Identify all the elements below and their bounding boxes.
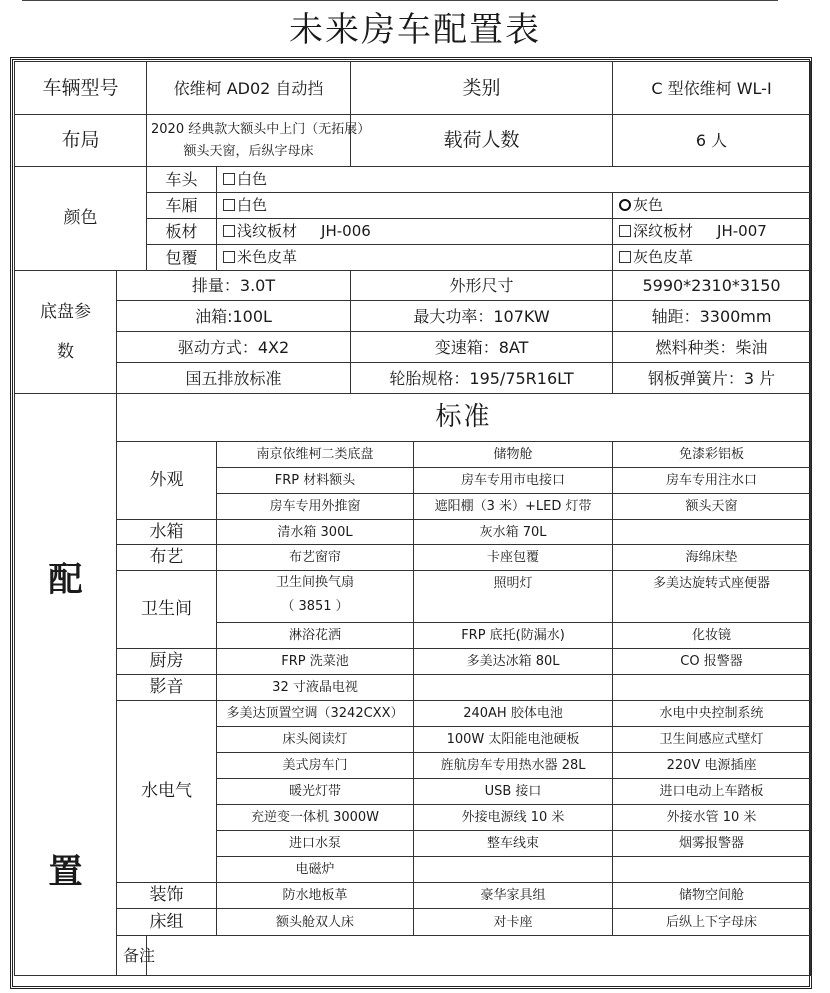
config-item: 灰水箱 70L	[414, 520, 613, 545]
config-item	[613, 857, 811, 883]
color-option: 浅纹板材	[237, 222, 298, 240]
config-item: FRP 洗菜池	[217, 649, 414, 675]
radio-selected-icon[interactable]	[619, 199, 631, 211]
config-item: 对卡座	[414, 909, 613, 936]
color-options	[217, 245, 613, 271]
config-item: 多美达冰箱 80L	[414, 649, 613, 675]
chassis-row	[15, 271, 811, 301]
checkbox-icon[interactable]	[223, 199, 235, 211]
config-item: 100W 太阳能电池硬板	[414, 727, 613, 753]
config-item: 多美达顶置空调（3242CXX）	[217, 701, 414, 727]
color-option: 灰色	[633, 196, 664, 214]
config-item: 防水地板革	[217, 883, 414, 909]
config-item: 额头舱双人床	[217, 909, 414, 936]
water-tank-row	[15, 520, 811, 545]
chassis-cell: 油箱:100L	[117, 301, 351, 332]
config-item: 进口电动上车踏板	[613, 779, 811, 805]
bathroom-label: 卫生间	[117, 571, 217, 649]
color-code: JH-007	[717, 222, 767, 240]
bathroom-row	[15, 571, 811, 623]
chassis-cell: 钢板弹簧片：3 片	[613, 363, 811, 394]
config-item: 豪华家具组	[414, 883, 613, 909]
chassis-label-line-1: 底盘参	[40, 302, 91, 322]
config-label-bottom: 置	[48, 852, 83, 892]
checkbox-icon[interactable]	[223, 251, 235, 263]
chassis-cell: 国五排放标准	[117, 363, 351, 394]
config-item: 外接水管 10 米	[613, 805, 811, 831]
beds-label: 床组	[117, 909, 217, 936]
layout-value	[147, 115, 371, 167]
config-item: 220V 电源插座	[613, 753, 811, 779]
config-item: 布艺窗帘	[217, 545, 414, 571]
config-item: 南京依维柯二类底盘	[217, 442, 414, 468]
chassis-cell: 轴距：3300mm	[613, 301, 811, 332]
av-row	[15, 675, 811, 701]
config-item: CO 报警器	[613, 649, 811, 675]
color-option: 米色皮革	[237, 248, 298, 266]
color-options-2	[613, 219, 811, 245]
config-item: 暖光灯带	[217, 779, 414, 805]
av-label: 影音	[117, 675, 217, 701]
config-item: 海绵床垫	[613, 545, 811, 571]
chassis-row	[15, 301, 811, 332]
standard-heading-row	[15, 394, 811, 442]
color-options	[217, 167, 811, 193]
layout-label: 布局	[15, 115, 147, 167]
chassis-cell: 5990*2310*3150	[613, 271, 811, 301]
config-item: 后纵上下字母床	[613, 909, 811, 936]
chassis-cell: 最大功率：107KW	[351, 301, 613, 332]
config-item: FRP 材料额头	[217, 468, 414, 494]
capacity-label: 载荷人数	[351, 115, 613, 167]
chassis-cell: 驱动方式：4X2	[117, 332, 351, 363]
checkbox-icon[interactable]	[223, 225, 235, 237]
beds-row	[15, 909, 811, 936]
config-item: 32 寸液晶电视	[217, 675, 414, 701]
config-item: 免漆彩铝板	[613, 442, 811, 468]
config-item: 房车专用外推窗	[217, 494, 414, 520]
config-item: 储物舱	[414, 442, 613, 468]
color-option: 灰色皮革	[633, 248, 694, 266]
category-value: C 型依维柯 WL-I	[613, 62, 811, 115]
water-tank-label: 水箱	[117, 520, 217, 545]
config-item: 烟雾报警器	[613, 831, 811, 857]
config-item: 多美达旋转式座便器	[613, 571, 811, 623]
config-item: 水电中央控制系统	[613, 701, 811, 727]
config-item: 美式房车门	[217, 753, 414, 779]
config-item: 卡座包覆	[414, 545, 613, 571]
config-item: 照明灯	[414, 571, 613, 623]
kitchen-row	[15, 649, 811, 675]
chassis-cell: 变速箱：8AT	[351, 332, 613, 363]
bathroom-fan-line-2: （ 3851 ）	[281, 599, 349, 614]
color-options-2	[613, 245, 811, 271]
model-value: 依维柯 AD02 自动挡	[147, 62, 351, 115]
color-option: 白色	[237, 170, 268, 188]
color-row-front	[15, 167, 811, 193]
chassis-cell: 外形尺寸	[351, 271, 613, 301]
config-item: 外接电源线 10 米	[414, 805, 613, 831]
chassis-label	[15, 271, 117, 394]
remark-label: 备注	[117, 936, 147, 976]
config-item	[217, 571, 414, 623]
config-item	[613, 675, 811, 701]
config-item: 240AH 胶体电池	[414, 701, 613, 727]
page-title: 未来房车配置表	[289, 10, 541, 50]
config-item: 卫生间感应式壁灯	[613, 727, 811, 753]
exterior-label: 外观	[117, 442, 217, 520]
color-options-2	[613, 193, 811, 219]
config-item	[414, 857, 613, 883]
config-item	[613, 520, 811, 545]
color-part-name: 包覆	[147, 245, 217, 271]
color-option: 白色	[237, 196, 268, 214]
chassis-cell: 排量：3.0T	[117, 271, 351, 301]
color-label: 颜色	[15, 167, 147, 271]
remark-value[interactable]	[147, 936, 811, 976]
chassis-cell: 轮胎规格：195/75R16LT	[351, 363, 613, 394]
config-item: USB 接口	[414, 779, 613, 805]
config-item	[414, 675, 613, 701]
exterior-row	[15, 442, 811, 468]
standard-heading: 标准	[117, 394, 811, 442]
electrical-label: 水电气	[117, 701, 217, 883]
color-options	[217, 219, 613, 245]
config-item: 储物空间舱	[613, 883, 811, 909]
config-item: 进口水泵	[217, 831, 414, 857]
config-label	[15, 394, 117, 976]
fabric-label: 布艺	[117, 545, 217, 571]
remark-row	[15, 936, 811, 976]
config-item: 充逆变一体机 3000W	[217, 805, 414, 831]
checkbox-icon[interactable]	[619, 251, 631, 263]
config-item: FRP 底托(防漏水)	[414, 623, 613, 649]
config-item: 化妆镜	[613, 623, 811, 649]
config-item: 淋浴花洒	[217, 623, 414, 649]
color-part-name: 板材	[147, 219, 217, 245]
model-label: 车辆型号	[15, 62, 147, 115]
checkbox-icon[interactable]	[619, 225, 631, 237]
color-part-name: 车厢	[147, 193, 217, 219]
chassis-label-line-2: 数	[57, 342, 74, 362]
decoration-label: 装饰	[117, 883, 217, 909]
chassis-row	[15, 363, 811, 394]
config-item: 房车专用市电接口	[414, 468, 613, 494]
category-label: 类别	[351, 62, 613, 115]
config-item: 床头阅读灯	[217, 727, 414, 753]
config-item: 整车线束	[414, 831, 613, 857]
layout-line-1: 2020 经典款大额头中上门（无拓展）	[151, 121, 371, 137]
top-rule	[22, 0, 778, 4]
config-item: 房车专用注水口	[613, 468, 811, 494]
checkbox-icon[interactable]	[223, 173, 235, 185]
fabric-row	[15, 545, 811, 571]
kitchen-label: 厨房	[117, 649, 217, 675]
capacity-value: 6 人	[613, 115, 811, 167]
decoration-row	[15, 883, 811, 909]
color-code: JH-006	[321, 222, 371, 240]
chassis-cell: 燃料种类：柴油	[613, 332, 811, 363]
layout-row	[15, 115, 811, 167]
chassis-row	[15, 332, 811, 363]
electrical-row	[15, 701, 811, 727]
config-item: 旌航房车专用热水器 28L	[414, 753, 613, 779]
config-table	[14, 61, 811, 976]
color-part-name: 车头	[147, 167, 217, 193]
config-item: 电磁炉	[217, 857, 414, 883]
config-label-top: 配	[48, 560, 83, 600]
color-options	[217, 193, 613, 219]
model-row	[15, 62, 811, 115]
config-item: 清水箱 300L	[217, 520, 414, 545]
bathroom-fan-line-1: 卫生间换气扇	[276, 575, 355, 590]
config-item: 额头天窗	[613, 494, 811, 520]
layout-line-2: 额头天窗，后纵字母床	[183, 143, 314, 159]
color-option: 深纹板材	[633, 222, 694, 240]
config-item: 遮阳棚（3 米）+LED 灯带	[414, 494, 613, 520]
